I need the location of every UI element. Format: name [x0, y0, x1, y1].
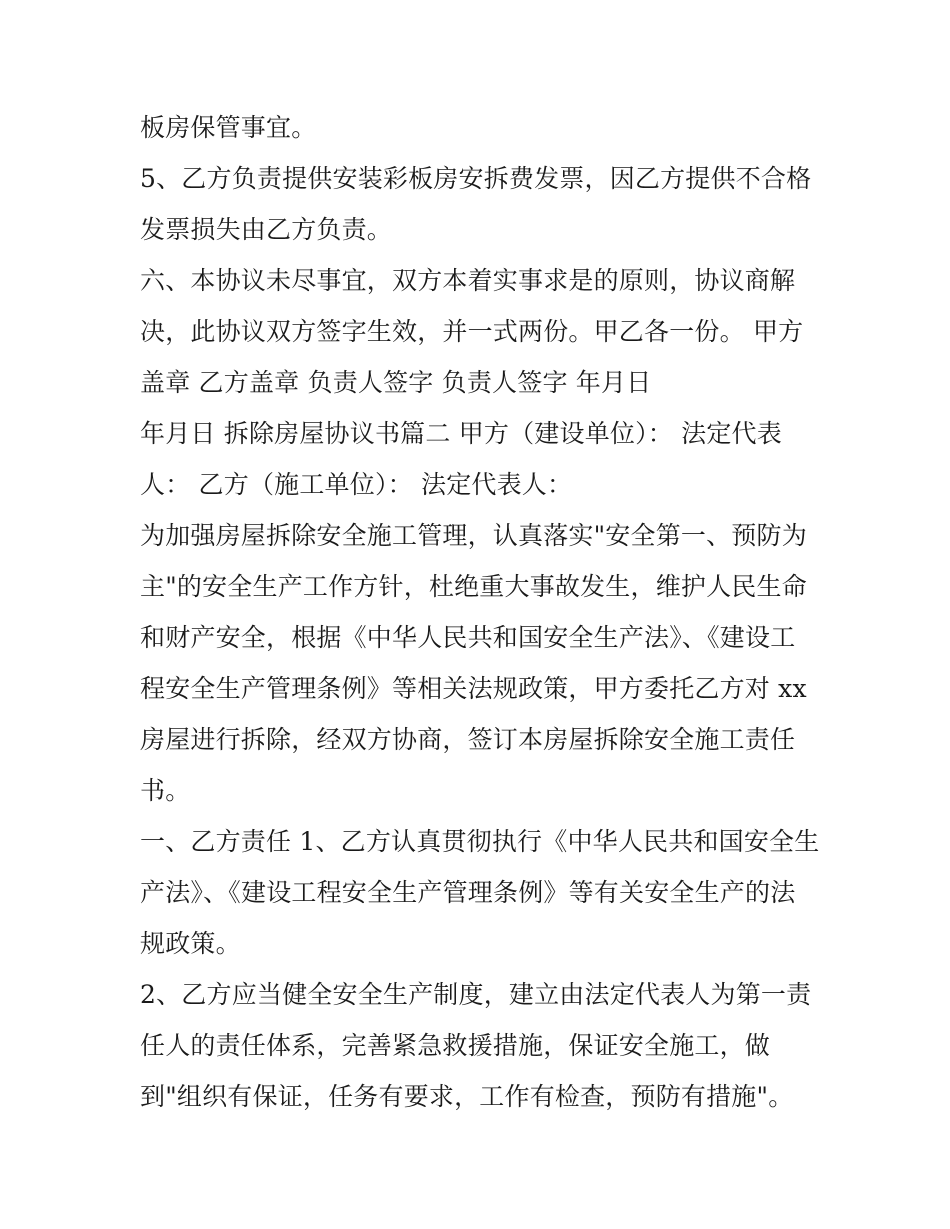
text-line: 2、乙方应当健全安全生产制度，建立由法定代表人为第一责 — [140, 980, 812, 1009]
text-line: 一、乙方责任 1、乙方认真贯彻执行《中华人民共和国安全生 — [140, 827, 820, 856]
text-line: 程安全生产管理条例》等相关法规政策，甲方委托乙方对 xx — [140, 674, 807, 703]
text-line: 为加强房屋拆除安全施工管理，认真落实"安全第一、预防为 — [140, 521, 807, 550]
text-line: 发票损失由乙方负责。 — [140, 215, 393, 244]
text-line: 年月日 拆除房屋协议书篇二 甲方（建设单位）： 法定代表 — [140, 419, 782, 448]
text-line: 规政策。 — [140, 929, 241, 958]
text-line: 书。 — [140, 776, 191, 805]
text-line: 任人的责任体系，完善紧急救援措施，保证安全施工，做 — [140, 1031, 771, 1060]
text-line: 到"组织有保证，任务有要求，工作有检查，预防有措施"。 — [140, 1082, 794, 1111]
text-line: 六、本协议未尽事宜，双方本着实事求是的原则，协议商解 — [140, 266, 796, 295]
text-line: 5、乙方负责提供安装彩板房安拆费发票，因乙方提供不合格 — [140, 164, 812, 193]
text-line: 决，此协议双方签字生效，并一式两份。甲乙各一份。 甲方 — [140, 317, 804, 346]
document-body — [140, 102, 840, 1122]
text-line: 板房保管事宜。 — [140, 113, 317, 142]
text-line: 产法》、《建设工程安全生产管理条例》等有关安全生产的法 — [140, 878, 796, 907]
text-line: 主"的安全生产工作方针，杜绝重大事故发生，维护人民生命 — [140, 572, 807, 601]
text-line: 和财产安全，根据《中华人民共和国安全生产法》、《建设工 — [140, 623, 796, 652]
text-line: 房屋进行拆除，经双方协商，签订本房屋拆除安全施工责任 — [140, 725, 796, 754]
text-line: 人： 乙方（施工单位）： 法定代表人： — [140, 470, 573, 499]
text-line: 盖章 乙方盖章 负责人签字 负责人签字 年月日 — [140, 368, 652, 397]
